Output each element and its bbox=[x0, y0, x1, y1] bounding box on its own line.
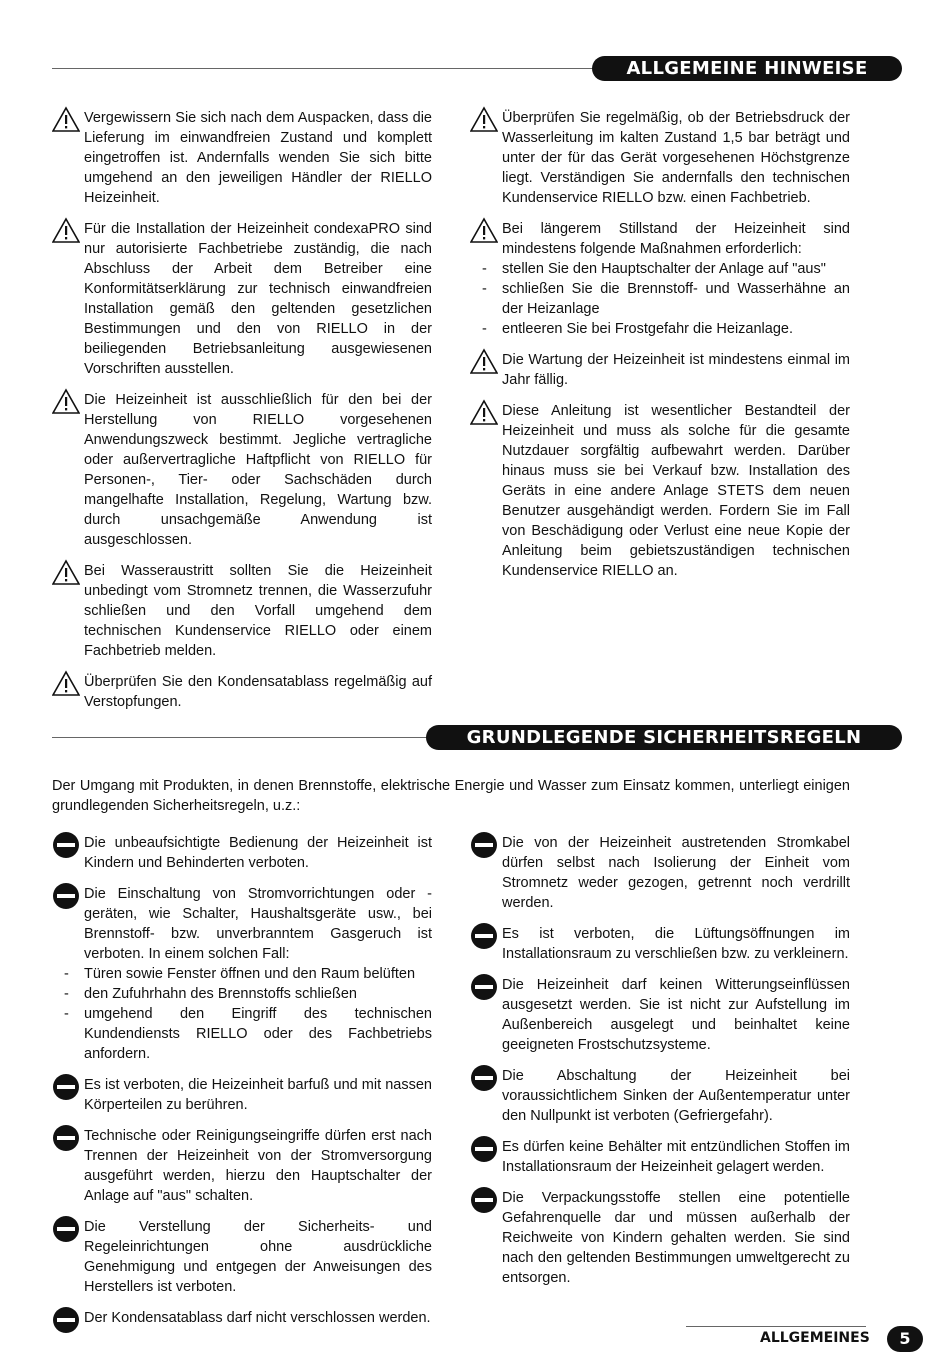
footer-divider bbox=[686, 1326, 866, 1327]
list-item: - entleeren Sie bei Frostgefahr die Heizanlage. bbox=[482, 319, 850, 339]
prohibition-text: Die Einschaltung von Stromvorrichtungen oder -geräten, wie Schalter, Haushaltsgeräte usw., bei Brennstoff- bzw. unverbranntem Gasgeruch ist verboten. In einem solchen Fall: bbox=[84, 886, 432, 962]
list-item: - Türen sowie Fenster öffnen und den Raum belüften bbox=[64, 964, 432, 984]
warning-item bbox=[52, 672, 432, 712]
prohibition-icon bbox=[470, 1186, 498, 1214]
prohibition-item bbox=[52, 1217, 432, 1297]
warning-text: Bei längerem Stillstand der Heizeinheit sind mindestens folgende Maßnahmen erforderlich: bbox=[502, 221, 850, 257]
warning-item bbox=[470, 350, 850, 390]
warning-triangle-icon bbox=[52, 106, 80, 134]
prohibition-icon bbox=[470, 1135, 498, 1163]
prohibition-icon bbox=[52, 882, 80, 910]
prohibition-text: Die Verpackungsstoffe stellen eine potentielle Gefahrenquelle dar und müssen außerhalb der Reichweite von Kindern gehalten werden. Sie sind nach den geltenden Bestimmungen umweltgerecht zu entsorgen. bbox=[502, 1190, 850, 1286]
section-title-allgemeine-hinweise: ALLGEMEINE HINWEISE bbox=[592, 56, 902, 81]
prohibitions-right-column bbox=[470, 833, 850, 1299]
warning-text: Die Wartung der Heizeinheit ist mindestens einmal im Jahr fällig. bbox=[502, 352, 850, 388]
footer-section-label: ALLGEMEINES bbox=[760, 1330, 870, 1346]
prohibition-icon bbox=[470, 973, 498, 1001]
warning-triangle-icon bbox=[52, 559, 80, 587]
warning-item bbox=[52, 390, 432, 550]
warning-text: Bei Wasseraustritt sollten Sie die Heizeinheit unbedingt vom Stromnetz trennen, die Wasserzufuhr schließen und den Vorfall umgehend dem technischen Kundenservice RIELLO oder einem Fachbetrieb melden. bbox=[84, 563, 432, 659]
safety-intro-text: Der Umgang mit Produkten, in denen Brennstoffe, elektrische Energie und Wasser zum Einsatz kommen, unterliegt einigen grundlegenden Sicherheitsregeln, u.z.: bbox=[52, 778, 850, 814]
warning-text: Überprüfen Sie regelmäßig, ob der Betriebsdruck der Wasserleitung im kalten Zustand 1,5 bar beträgt und unter der für das Gerät vorgesehenen Höchstgrenze liegt. Verständigen Sie andernfalls den technischen Kundenservice RIELLO bzw. einen Fachbetrieb. bbox=[502, 110, 850, 206]
warning-item bbox=[52, 219, 432, 379]
warning-item bbox=[470, 219, 850, 339]
prohibition-item bbox=[470, 1188, 850, 1288]
emergency-steps-list bbox=[84, 964, 432, 1064]
prohibition-icon bbox=[52, 1124, 80, 1152]
prohibition-item bbox=[52, 884, 432, 1064]
prohibition-item bbox=[52, 1126, 432, 1206]
warning-item bbox=[470, 108, 850, 208]
prohibition-text: Es ist verboten, die Heizeinheit barfuß und mit nassen Körperteilen zu berühren. bbox=[84, 1077, 432, 1113]
warning-triangle-icon bbox=[52, 670, 80, 698]
prohibition-item bbox=[52, 1075, 432, 1115]
prohibition-icon bbox=[52, 1073, 80, 1101]
list-item: - den Zufuhrhahn des Brennstoffs schließen bbox=[64, 984, 432, 1004]
prohibition-icon bbox=[52, 831, 80, 859]
warning-triangle-icon bbox=[470, 106, 498, 134]
prohibition-text: Es ist verboten, die Lüftungsöffnungen im Installationsraum zu verschließen bzw. zu verkleinern. bbox=[502, 926, 850, 962]
warning-triangle-icon bbox=[52, 388, 80, 416]
prohibition-text: Die Abschaltung der Heizeinheit bei voraussichtlichem Sinken der Außentemperatur unter den Nullpunkt ist verboten (Gefriergefahr). bbox=[502, 1068, 850, 1124]
warning-text: Diese Anleitung ist wesentlicher Bestandteil der Heizeinheit und muss als solche für die gesamte Nutzdauer sorgfältig aufbewahrt werden. Darüber hinaus muss sie bei Verkauf bzw. Installation des Geräts in eine andere Anlage STETS dem neuen Benutzer ausgehändigt werden. Fordern Sie im Fall von Beschädigung oder Verlust eine neue Kopie der Anleitung beim gebietszuständigen technischen Kundenservice RIELLO an. bbox=[502, 403, 850, 579]
prohibition-item bbox=[470, 833, 850, 913]
prohibition-text: Es dürfen keine Behälter mit entzündlichen Stoffen im Installationsraum der Heizeinheit gelagert werden. bbox=[502, 1139, 850, 1175]
warning-item bbox=[470, 401, 850, 581]
prohibition-text: Technische oder Reinigungseingriffe dürfen erst nach Trennen der Heizeinheit von der Stromversorgung ausgeführt werden, hierzu den Hauptschalter der Anlage auf "aus" schalten. bbox=[84, 1128, 432, 1204]
prohibition-icon bbox=[470, 1064, 498, 1092]
warning-item bbox=[52, 561, 432, 661]
prohibition-icon bbox=[470, 831, 498, 859]
section-divider bbox=[52, 68, 612, 69]
prohibition-item bbox=[470, 924, 850, 964]
warning-text: Die Heizeinheit ist ausschließlich für den bei der Herstellung von RIELLO vorgesehenen Anwendungszweck bestimmt. Jegliche vertragliche oder außervertragliche Haftpflicht von RIELLO für Personen-, Tier- oder Sachschäden durch mangelhafte Installation, Regelung, Wartung bzw. durch unsachgemäße Anwendung ist ausgeschlossen. bbox=[84, 392, 432, 548]
warning-text: Überprüfen Sie den Kondensatablass regelmäßig auf Verstopfungen. bbox=[84, 674, 432, 710]
prohibition-text: Die Heizeinheit darf keinen Witterungseinflüssen ausgesetzt werden. Sie ist nicht zur Aufstellung im Außenbereich ausgelegt und beinhaltet keine geeigneten Frostschutzsysteme. bbox=[502, 977, 850, 1053]
warning-triangle-icon bbox=[470, 348, 498, 376]
warning-item bbox=[52, 108, 432, 208]
prohibition-item bbox=[470, 1066, 850, 1126]
prohibition-item bbox=[470, 1137, 850, 1177]
warning-triangle-icon bbox=[470, 217, 498, 245]
prohibition-text: Die unbeaufsichtigte Bedienung der Heizeinheit ist Kindern und Behinderten verboten. bbox=[84, 835, 432, 871]
warning-text: Vergewissern Sie sich nach dem Auspacken, dass die Lieferung im einwandfreien Zustand und komplett eingetroffen ist. Andernfalls wenden Sie sich bitte umgehend an den jeweiligen Händler der RIELLO Heizeinheit. bbox=[84, 110, 432, 206]
list-item: - stellen Sie den Hauptschalter der Anlage auf "aus" bbox=[482, 259, 850, 279]
warning-triangle-icon bbox=[470, 399, 498, 427]
warning-triangle-icon bbox=[52, 217, 80, 245]
prohibition-icon bbox=[52, 1306, 80, 1334]
prohibition-text: Die Verstellung der Sicherheits- und Regeleinrichtungen ohne ausdrückliche Genehmigung und entgegen der Anweisungen des Herstellers ist verboten. bbox=[84, 1219, 432, 1295]
prohibition-item bbox=[52, 833, 432, 873]
section-title-sicherheitsregeln: GRUNDLEGENDE SICHERHEITSREGELN bbox=[426, 725, 902, 750]
measures-list bbox=[502, 259, 850, 339]
prohibition-icon bbox=[470, 922, 498, 950]
list-item: - umgehend den Eingriff des technischen Kundendiensts RIELLO oder des Fachbetriebs anfordern. bbox=[64, 1004, 432, 1064]
prohibition-icon bbox=[52, 1215, 80, 1243]
prohibitions-left-column bbox=[52, 833, 432, 1339]
prohibition-item bbox=[470, 975, 850, 1055]
section-divider bbox=[52, 737, 442, 738]
list-item: - schließen Sie die Brennstoff- und Wasserhähne an der Heizanlage bbox=[482, 279, 850, 319]
warnings-right-column bbox=[470, 108, 850, 592]
prohibition-text: Die von der Heizeinheit austretenden Stromkabel dürfen selbst nach Isolierung der Einheit vom Stromnetz weder gezogen, getrennt noch verdrillt werden. bbox=[502, 835, 850, 911]
prohibition-text: Der Kondensatablass darf nicht verschlossen werden. bbox=[84, 1310, 431, 1326]
page-number: 5 bbox=[887, 1326, 923, 1352]
prohibition-item bbox=[52, 1308, 432, 1328]
warning-text: Für die Installation der Heizeinheit condexaPRO sind nur autorisierte Fachbetriebe zuständig, die nach Abschluss der Arbeit dem Betreiber eine Konformitätserklärung zur technisch einwandfreien Installation gemäß den geltenden gesetzlichen Bestimmungen und den von RIELLO in der beiliegenden Betriebsanleitung ausgewiesenen Vorschriften ausstellen. bbox=[84, 221, 432, 377]
warnings-left-column bbox=[52, 108, 432, 723]
